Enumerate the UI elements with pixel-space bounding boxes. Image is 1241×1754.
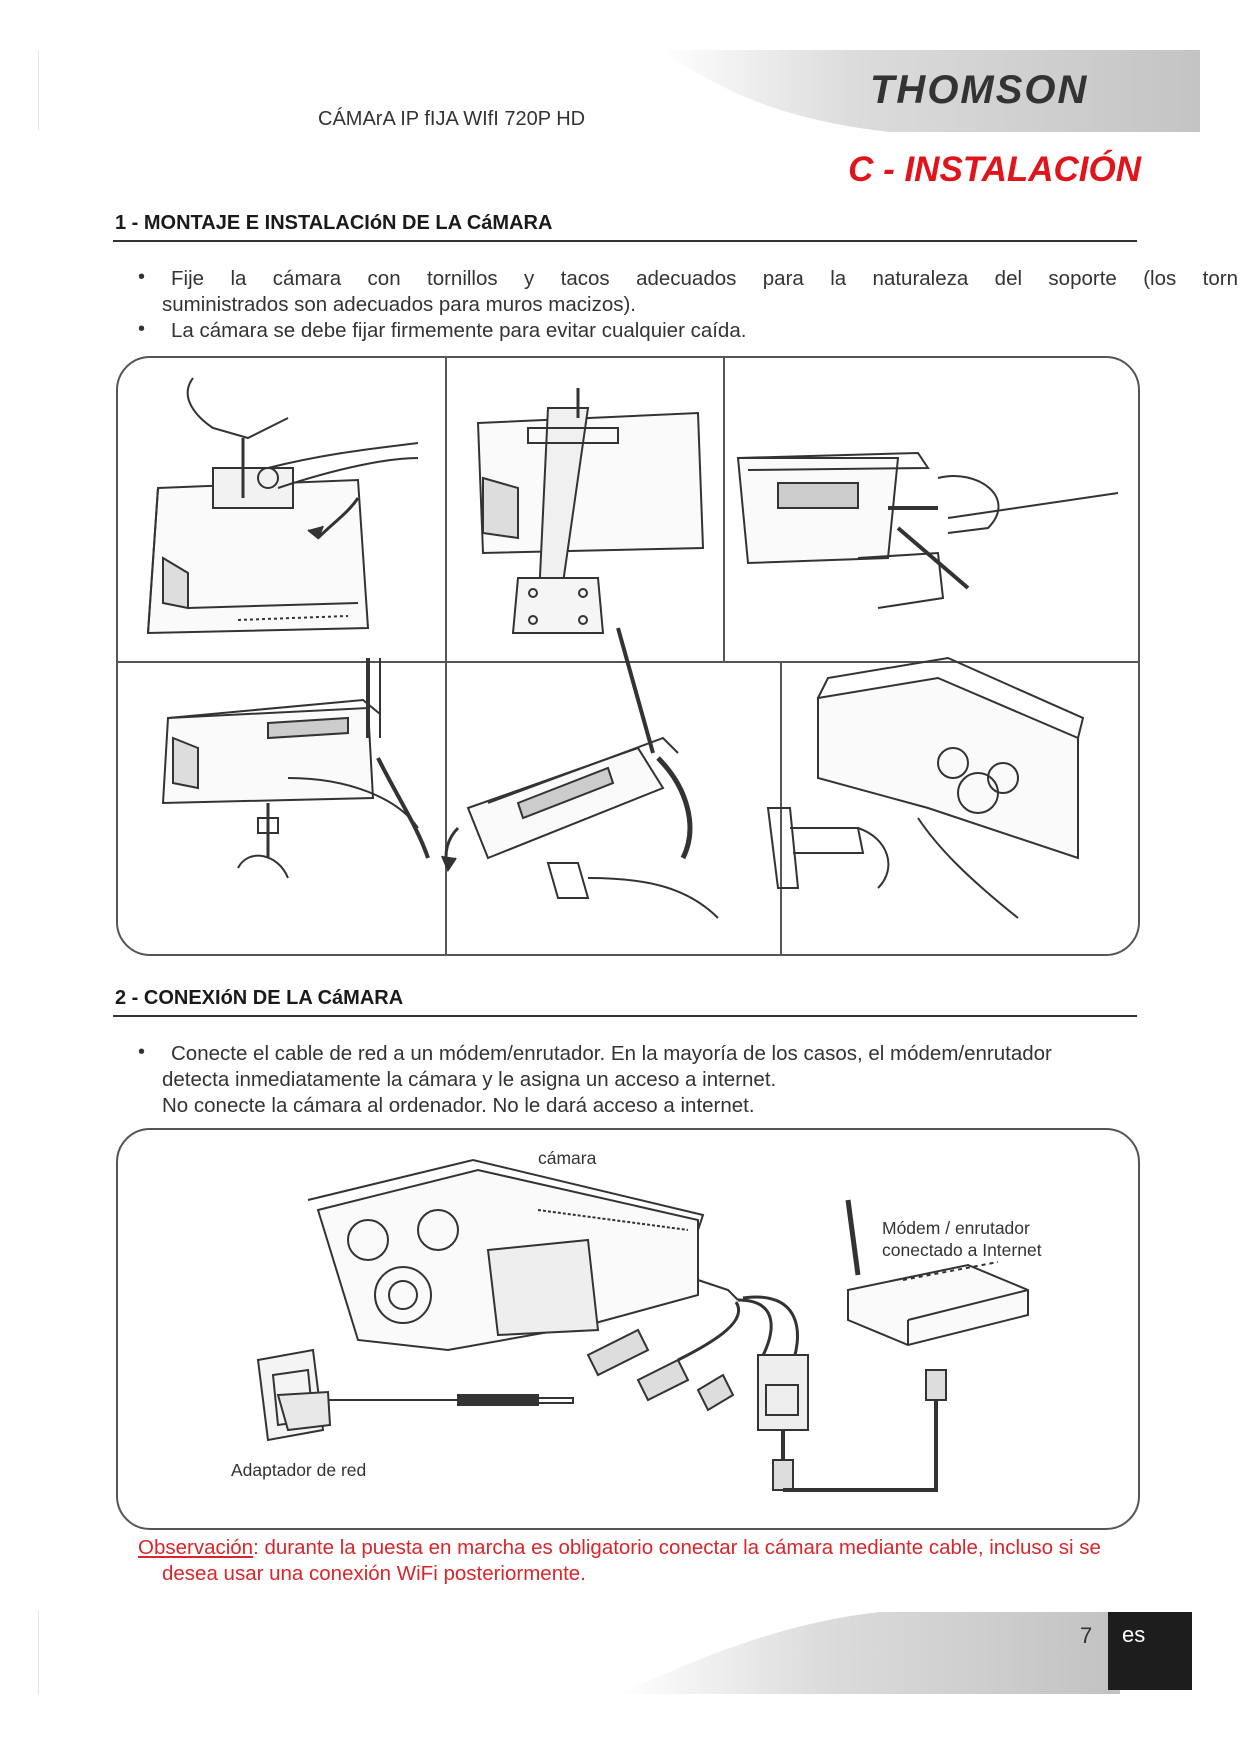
justified-word: y xyxy=(524,267,535,290)
justified-word: torn xyxy=(1202,267,1238,290)
section1-bullet1-line1 xyxy=(171,266,1238,292)
justified-word: naturaleza xyxy=(872,267,969,290)
section2-rule xyxy=(113,1015,1137,1017)
bullet-marker: • xyxy=(138,318,146,340)
connection-diagram xyxy=(116,1128,1140,1530)
footer-band xyxy=(620,1612,1120,1694)
justified-word: cámara xyxy=(272,267,342,290)
step6-drawing xyxy=(768,658,1083,918)
bullet-marker: • xyxy=(138,266,146,288)
justified-word: Fije xyxy=(171,267,205,290)
note-line2: desea usar una conexión WiFi posteriormente. xyxy=(162,1562,586,1585)
justified-word: adecuados xyxy=(636,267,737,290)
router-label-line1: Módem / enrutador xyxy=(882,1218,1030,1238)
section1-bullet1-line2: suministrados son adecuados para muros macizos). xyxy=(162,293,636,316)
step5-drawing xyxy=(442,628,718,918)
page-edge-bottom xyxy=(38,1610,39,1695)
product-title: CÁMArA IP fIJA WIfI 720P HD xyxy=(318,108,586,130)
note-label: Observación xyxy=(138,1536,254,1559)
camera-drawing xyxy=(308,1160,738,1350)
section2-bullet1-line1: Conecte el cable de red a un módem/enrutador. En la mayoría de los casos, el módem/enrutador xyxy=(171,1042,1052,1065)
justified-word: la xyxy=(230,267,247,290)
justified-word: para xyxy=(762,267,804,290)
connector-drawing xyxy=(458,1330,808,1430)
justified-word: tornillos xyxy=(427,267,498,290)
adapter-label: Adaptador de red xyxy=(231,1460,367,1480)
note xyxy=(138,1535,1101,1587)
step1-drawing xyxy=(148,378,418,633)
section2-bullet1-line2: detecta inmediatamente la cámara y le asigna un acceso a internet. xyxy=(162,1068,777,1091)
step2-drawing xyxy=(478,388,703,633)
justified-word: tacos xyxy=(560,267,610,290)
page-edge-top xyxy=(38,50,39,130)
bullet-marker: • xyxy=(138,1041,146,1063)
installation-steps-figure xyxy=(116,356,1140,956)
router-label-line2: conectado a Internet xyxy=(882,1240,1042,1260)
justified-word: (los xyxy=(1143,267,1177,290)
step3-drawing xyxy=(738,453,1118,608)
section-title: C - INSTALACIÓN xyxy=(848,150,1141,189)
camera-label: cámara xyxy=(538,1148,597,1168)
section1-heading: 1 - MONTAJE E INSTALACIóN DE LA CáMARA xyxy=(115,212,553,234)
section2-heading: 2 - CONEXIóN DE LA CáMARA xyxy=(115,987,404,1009)
section1-rule xyxy=(113,240,1137,242)
justified-word: del xyxy=(994,267,1023,290)
justified-word: con xyxy=(367,267,401,290)
justified-word: soporte xyxy=(1048,267,1117,290)
brand-logo: THOMSON xyxy=(870,68,1089,112)
note-line1: : durante la puesta en marcha es obligatorio conectar la cámara mediante cable, incluso si se xyxy=(253,1536,1101,1559)
installation-steps-drawing xyxy=(118,358,1138,954)
justified-word: la xyxy=(830,267,847,290)
step4-drawing xyxy=(163,658,428,878)
language-code: es xyxy=(1122,1622,1146,1647)
page-number: 7 xyxy=(1080,1623,1093,1648)
section2-bullet1-line3: No conecte la cámara al ordenador. No le dará acceso a internet. xyxy=(162,1094,755,1117)
section1-bullet2: La cámara se debe fijar firmemente para evitar cualquier caída. xyxy=(171,319,747,342)
language-tab xyxy=(1108,1612,1192,1690)
